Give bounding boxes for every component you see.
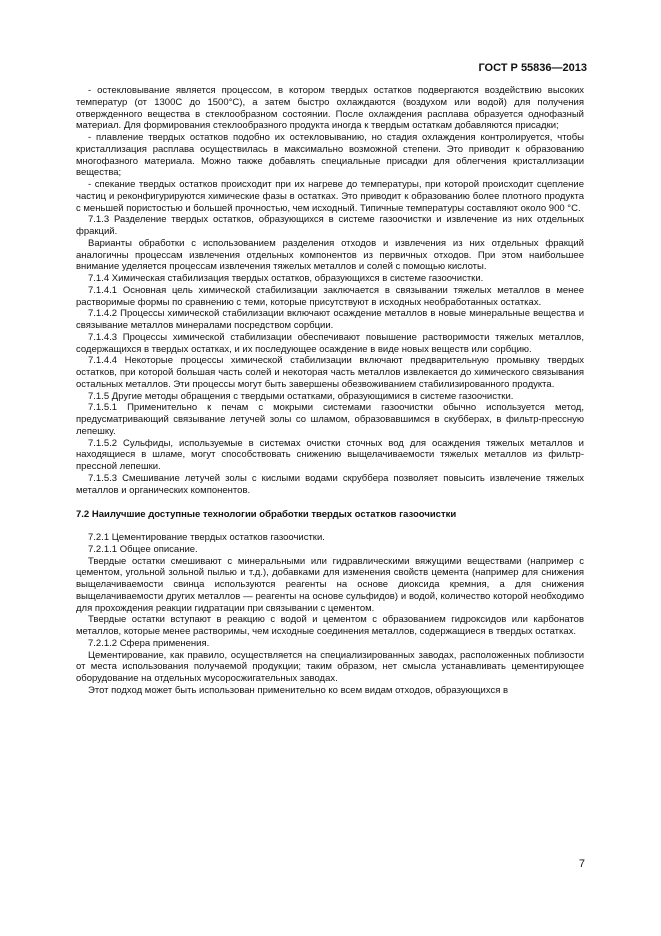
paragraph: Твердые остатки вступают в реакцию с водой и цементом с образованием гидроксидов или карбонатов металлов, которые менее растворимы, чем исходные соединения металлов, содержащиеся в твердых остатках. <box>76 614 584 637</box>
paragraph: 7.1.5.1 Применительно к печам с мокрыми системами газоочистки обычно используется метод, предусматривающий связывание летучей золы со шламом, образовавшимся в скубберах, в фильтр-прессную лепешку. <box>76 402 584 437</box>
paragraph: Цементирование, как правило, осуществляется на специализированных заводах, расположенных поблизости от места использования получаемой продукции; таким образом, нет смысла устанавливать цементирующее оборудование на отдельных мусоросжигательных заводах. <box>76 649 584 684</box>
paragraph: 7.2.1 Цементирование твердых остатков газоочистки. <box>88 532 325 543</box>
paragraph: Варианты обработки с использованием разделения отходов и извлечения из них отдельных фракций аналогичны процессам извлечения отдельных компонентов из первичных отходов. При этом наибольшее внимание уделяется процессам извлечения тяжелых металлов и солей с помощью кислоты. <box>76 237 584 273</box>
document-body <box>76 85 584 697</box>
paragraph: Этот подход может быть использован применительно ко всем видам отходов, образующихся в <box>88 684 509 696</box>
page-number: 7 <box>578 858 585 870</box>
paragraph: 7.1.5 Другие методы обращения с твердыми остатками, образующимися в системе газоочистки. <box>88 390 514 402</box>
paragraph: 7.2.1.1 Общее описание. <box>88 543 198 555</box>
paragraph: 7.1.4 Химическая стабилизация твердых остатков, образующихся в системе газоочистки. <box>88 273 484 284</box>
paragraph: 7.1.4.1 Основная цель химической стабилизации заключается в связывании тяжелых металлов в менее растворимые формы по сравнению с теми, которые присутствуют в исходных необработанных остатках. <box>76 284 584 308</box>
section-heading: 7.2 Наилучшие доступные технологии обработки твердых остатков газоочистки <box>76 509 457 521</box>
standard-number: ГОСТ Р 55836—2013 <box>478 62 587 74</box>
paragraph: 7.1.5.3 Смешивание летучей золы с кислыми водами скруббера позволяет повысить извлечение тяжелых металлов и органических компонентов. <box>76 472 584 496</box>
paragraph: - остекловывание является процессом, в котором твердых остатков подвергаются воздействию высоких температур (от 1300С до 1500°С), а затем быстро охлаждаются (воздухом или водой) для получения отвержденного вещества в стеклообразном состоянии. После охлаждения расплава образуется однофазный материал. Для формирования стеклообразного продукта иногда к твердым остаткам добавляются присадки; <box>76 85 584 132</box>
paragraph: - спекание твердых остатков происходит при их нагреве до температуры, при которой происходит сцепление частиц и реконфигурируются химические фазы в остатках. Это приводит к образованию более плотного продукта с меньшей пористостью и большей прочностью, чем исходный. Типичные температуры составляют около 900 °С. <box>76 179 584 214</box>
paragraph: Твердые остатки смешивают с минеральными или гидравлическими вяжущими веществами (например с цементом, угольной зольной пылью и т.д.), добавками для изменения свойств цемента (например для снижения выщелачиваемости свинца используются реагенты на основе диоксида кремния, а для снижения выщелачиваемости других металлов — реагенты на основе сульфидов) и водой, количество которой необходимо для прохождения реакции гидратации при связывании с цементом. <box>76 555 584 614</box>
paragraph: 7.1.4.3 Процессы химической стабилизации обеспечивают повышение растворимости тяжелых металлов, содержащихся в твердых остатках, и их последующее осаждение в виде новых веществ или сорбцию. <box>76 331 584 355</box>
paragraph: 7.1.3 Разделение твердых остатков, образующихся в системе газоочистки и извлечение из них отдельных фракций. <box>76 214 584 237</box>
paragraph: 7.2.1.2 Сфера применения. <box>88 637 210 649</box>
paragraph: 7.1.4.2 Процессы химической стабилизации включают осаждение металлов в новые минеральные вещества и связывание металлов минералами посредством сорбции. <box>76 308 584 331</box>
paragraph: 7.1.4.4 Некоторые процессы химической стабилизации включают предварительную промывку твердых остатков, при которой большая часть солей и некоторая часть металлов извлекается до химического связывания остальных металлов. Эти процессы могут быть завершены обезвоживанием стабилизированного продукта. <box>76 355 584 390</box>
paragraph: - плавление твердых остатков подобно их остекловыванию, но стадия охлаждения контролируется, чтобы кристаллизация расплава осуществилась в максимально возможной степени. Это приводит к образованию многофазного материала. Можно также добавлять специальные присадки для облегчения кристаллизации вещества; <box>76 132 584 179</box>
paragraph: 7.1.5.2 Сульфиды, используемые в системах очистки сточных вод для осаждения тяжелых металлов и находящиеся в шламе, могут способствовать снижению выщелачиваемости тяжелых металлов из фильтр-прессной лепешки. <box>76 437 584 472</box>
